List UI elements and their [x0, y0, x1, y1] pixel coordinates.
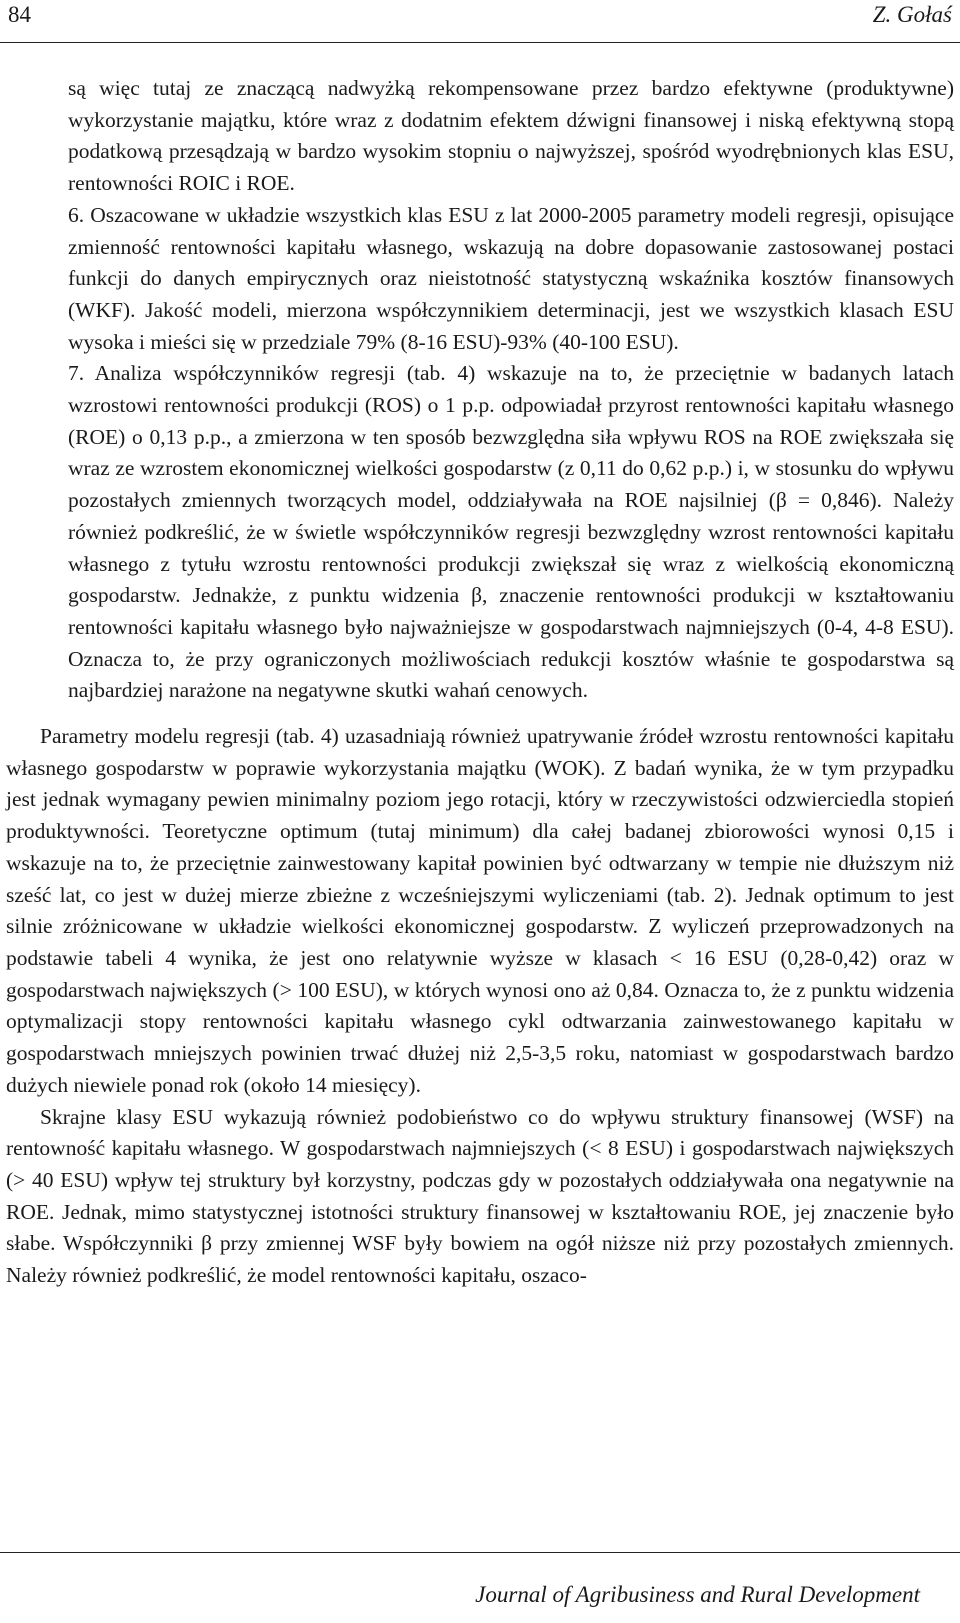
- page-header: [0, 0, 960, 43]
- running-header-author: Z. Gołaś: [872, 2, 952, 27]
- page-number: 84: [8, 2, 31, 27]
- page-footer: [0, 1552, 960, 1623]
- list-item-6: 6. Oszacowane w układzie wszystkich klas ESU z lat 2000-2005 parametry modeli regresji, opisujące zmienność rentowności kapitału własnego, wskazują na dobre dopasowanie zastosowanej postaci funkcji do danych empirycznych oraz nieistotność statystyczną wskaźnika kosztów finansowych (WKF). Jakość modeli, mierzona współczynnikiem determinacji, jest we wszystkich klasach ESU wysoka i mieści się w przedziale 79% (8-16 ESU)-93% (40-100 ESU).: [68, 202, 954, 354]
- page-body: [6, 73, 954, 1292]
- journal-title: Journal of Agribusiness and Rural Development: [475, 1582, 920, 1607]
- conclusions-list: [68, 73, 954, 707]
- list-item-7: 7. Analiza współczynników regresji (tab. 4) wskazuje na to, że przeciętnie w badanych latach wzrostowi rentowności produkcji (ROS) o 1 p.p. odpowiadał przyrost rentowności kapitału własnego (ROE) o 0,13 p.p., a zmierzona w ten sposób bezwzględna siła wpływu ROS na ROE zwiększała się wraz ze wzrostem ekonomicznej wielkości gospodarstw (z 0,11 do 0,62 p.p.) i, w stosunku do wpływu pozostałych zmiennych tworzących model, oddziaływała na ROE najsilniej (β = 0,846). Należy również podkreślić, że w świetle współczynników regresji bezwzględny wzrost rentowności kapitału własnego z tytułu wzrostu rentowności produkcji zwiększał się wraz z wielkością ekonomiczną gospodarstw. Jednakże, z punktu widzenia β, znaczenie rentowności produkcji w kształtowaniu rentowności kapitału własnego było najważniejsze w gospodarstwach najmniejszych (0-4, 4-8 ESU). Oznacza to, że przy ograniczonych możliwościach redukcji kosztów właśnie te gospodarstwa są najbardziej narażone na negatywne skutki wahań cenowych.: [68, 361, 954, 703]
- list-item-continuation: są więc tutaj ze znaczącą nadwyżką rekompensowane przez bardzo efektywne (produktywne) wykorzystanie majątku, które wraz z dodatnim efektem dźwigni finansowej i niską efektywną stopą podatkową przesądzają w bardzo wysokim stopniu o najwyższej, spośród wyodrębnionych klas ESU, rentowności ROIC i ROE.: [68, 76, 954, 196]
- body-paragraph: Parametry modelu regresji (tab. 4) uzasadniają również upatrywanie źródeł wzrostu rentowności kapitału własnego gospodarstw w poprawie wykorzystania majątku (WOK). Z badań wynika, że w tym przypadku jest jednak wymagany pewien minimalny poziom jego rotacji, który w rzeczywistości odzwierciedla stopień produktywności. Teoretyczne optimum (tutaj minimum) dla całej badanej zbiorowości wynosi 0,15 i wskazuje na to, że przeciętnie zainwestowany kapitał powinien być odtwarzany w tempie nie dłuższym niż sześć lat, co jest w dużej mierze zbieżne z wcześniejszymi wyliczeniami (tab. 2). Jednak optimum to jest silnie zróżnicowane w układzie wielkości ekonomicznej gospodarstw. Z wyliczeń przeprowadzonych na podstawie tabeli 4 wynika, że jest ono relatywnie wyższe w klasach < 16 ESU (0,28-0,42) oraz w gospodarstwach największych (> 100 ESU), w których wynosi ono aż 0,84. Oznacza to, że z punktu widzenia optymalizacji stopy rentowności kapitału własnego cykl odtwarzania zainwestowanego kapitału w gospodarstwach mniejszych powinien trwać dłużej niż 2,5-3,5 roku, natomiast w gospodarstwach bardzo dużych niewiele ponad rok (około 14 miesięcy).: [6, 724, 954, 1097]
- body-paragraph: Skrajne klasy ESU wykazują również podobieństwo co do wpływu struktury finansowej (WSF) na rentowność kapitału własnego. W gospodarstwach najmniejszych (< 8 ESU) i gospodarstwach największych (> 40 ESU) wpływ tej struktury był korzystny, podczas gdy w pozostałych oddziaływała ona negatywnie na ROE. Jednak, mimo statystycznej istotności struktury finansowej w kształtowaniu ROE, jej znaczenie było słabe. Współczynniki β przy zmiennej WSF były bowiem na ogół niższe niż przy pozostałych zmiennych. Należy również podkreślić, że model rentowności kapitału, oszaco-: [6, 1104, 954, 1288]
